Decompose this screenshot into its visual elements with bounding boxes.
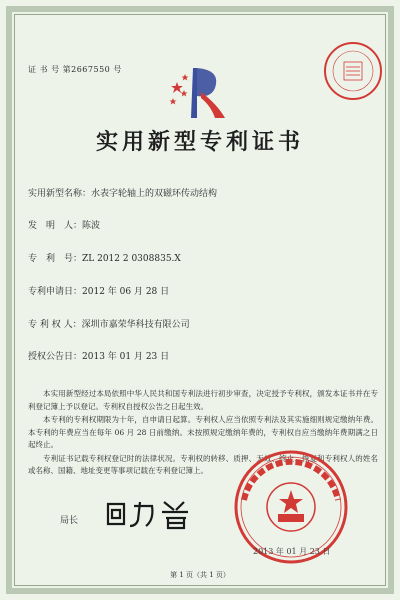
filing-date [28,284,169,297]
grant-date-label: 授权公告日： [28,352,83,362]
filing-date-label: 专利申请日： [28,287,83,297]
patentee [28,317,190,330]
patentee-value: 深圳市嘉荣华科技有限公司 [81,320,190,330]
patent-number [28,251,181,264]
body-paragraph: 本专利的专利权期限为十年，自申请日起算。专利权人应当依照专利法及其实施细则规定缴纳年费。本专利的年费应当在每年 06 月 28 日前缴纳。未按照规定缴纳年费的，专利权自应当缴纳年费期满之日起终止。 [28,415,378,449]
patent-office-logo-icon [167,62,237,120]
grant-date [28,349,169,362]
utility-model-name-label: 实用新型名称： [28,189,92,199]
inventor [28,218,100,231]
grant-date-value: 2013 年 01 月 23 日 [82,352,170,362]
inventor-value: 陈波 [82,221,101,231]
page-title: 实用新型专利证书 [95,129,304,155]
page-footer: 第 1 页（共 1 页） [170,571,230,579]
body-paragraph: 专利证书记载专利权登记时的法律状况。专利权的转移、质押、无效、终止、恢复和专利权人的姓名或名称、国籍、地址变更等事项记载在专利登记簿上。 [28,453,378,475]
seal-date: 2013 年 01 月 23 日 [253,547,331,556]
patentee-label: 专 利 权 人： [28,320,82,330]
certificate-number: 证 书 号 第2667550 号 [28,65,122,74]
patent-number-value: ZL 2012 2 0308835.X [82,254,181,264]
director-label: 局长 [60,516,79,526]
agency-seal-icon [322,40,384,102]
patent-number-label: 专 利 号： [28,254,83,264]
utility-model-name [28,186,217,199]
inventor-label: 发 明 人： [28,221,83,231]
body-paragraph: 本实用新型经过本局依照中华人民共和国专利法进行初步审查，决定授予专利权，颁发本证书并在专利登记簿上予以登记。专利权自授权公告之日起生效。 [28,389,378,411]
director-signature-icon [104,496,214,530]
filing-date-value: 2012 年 06 月 28 日 [82,287,170,297]
utility-model-name-value: 水表字轮轴上的双磁环传动结构 [91,189,218,199]
